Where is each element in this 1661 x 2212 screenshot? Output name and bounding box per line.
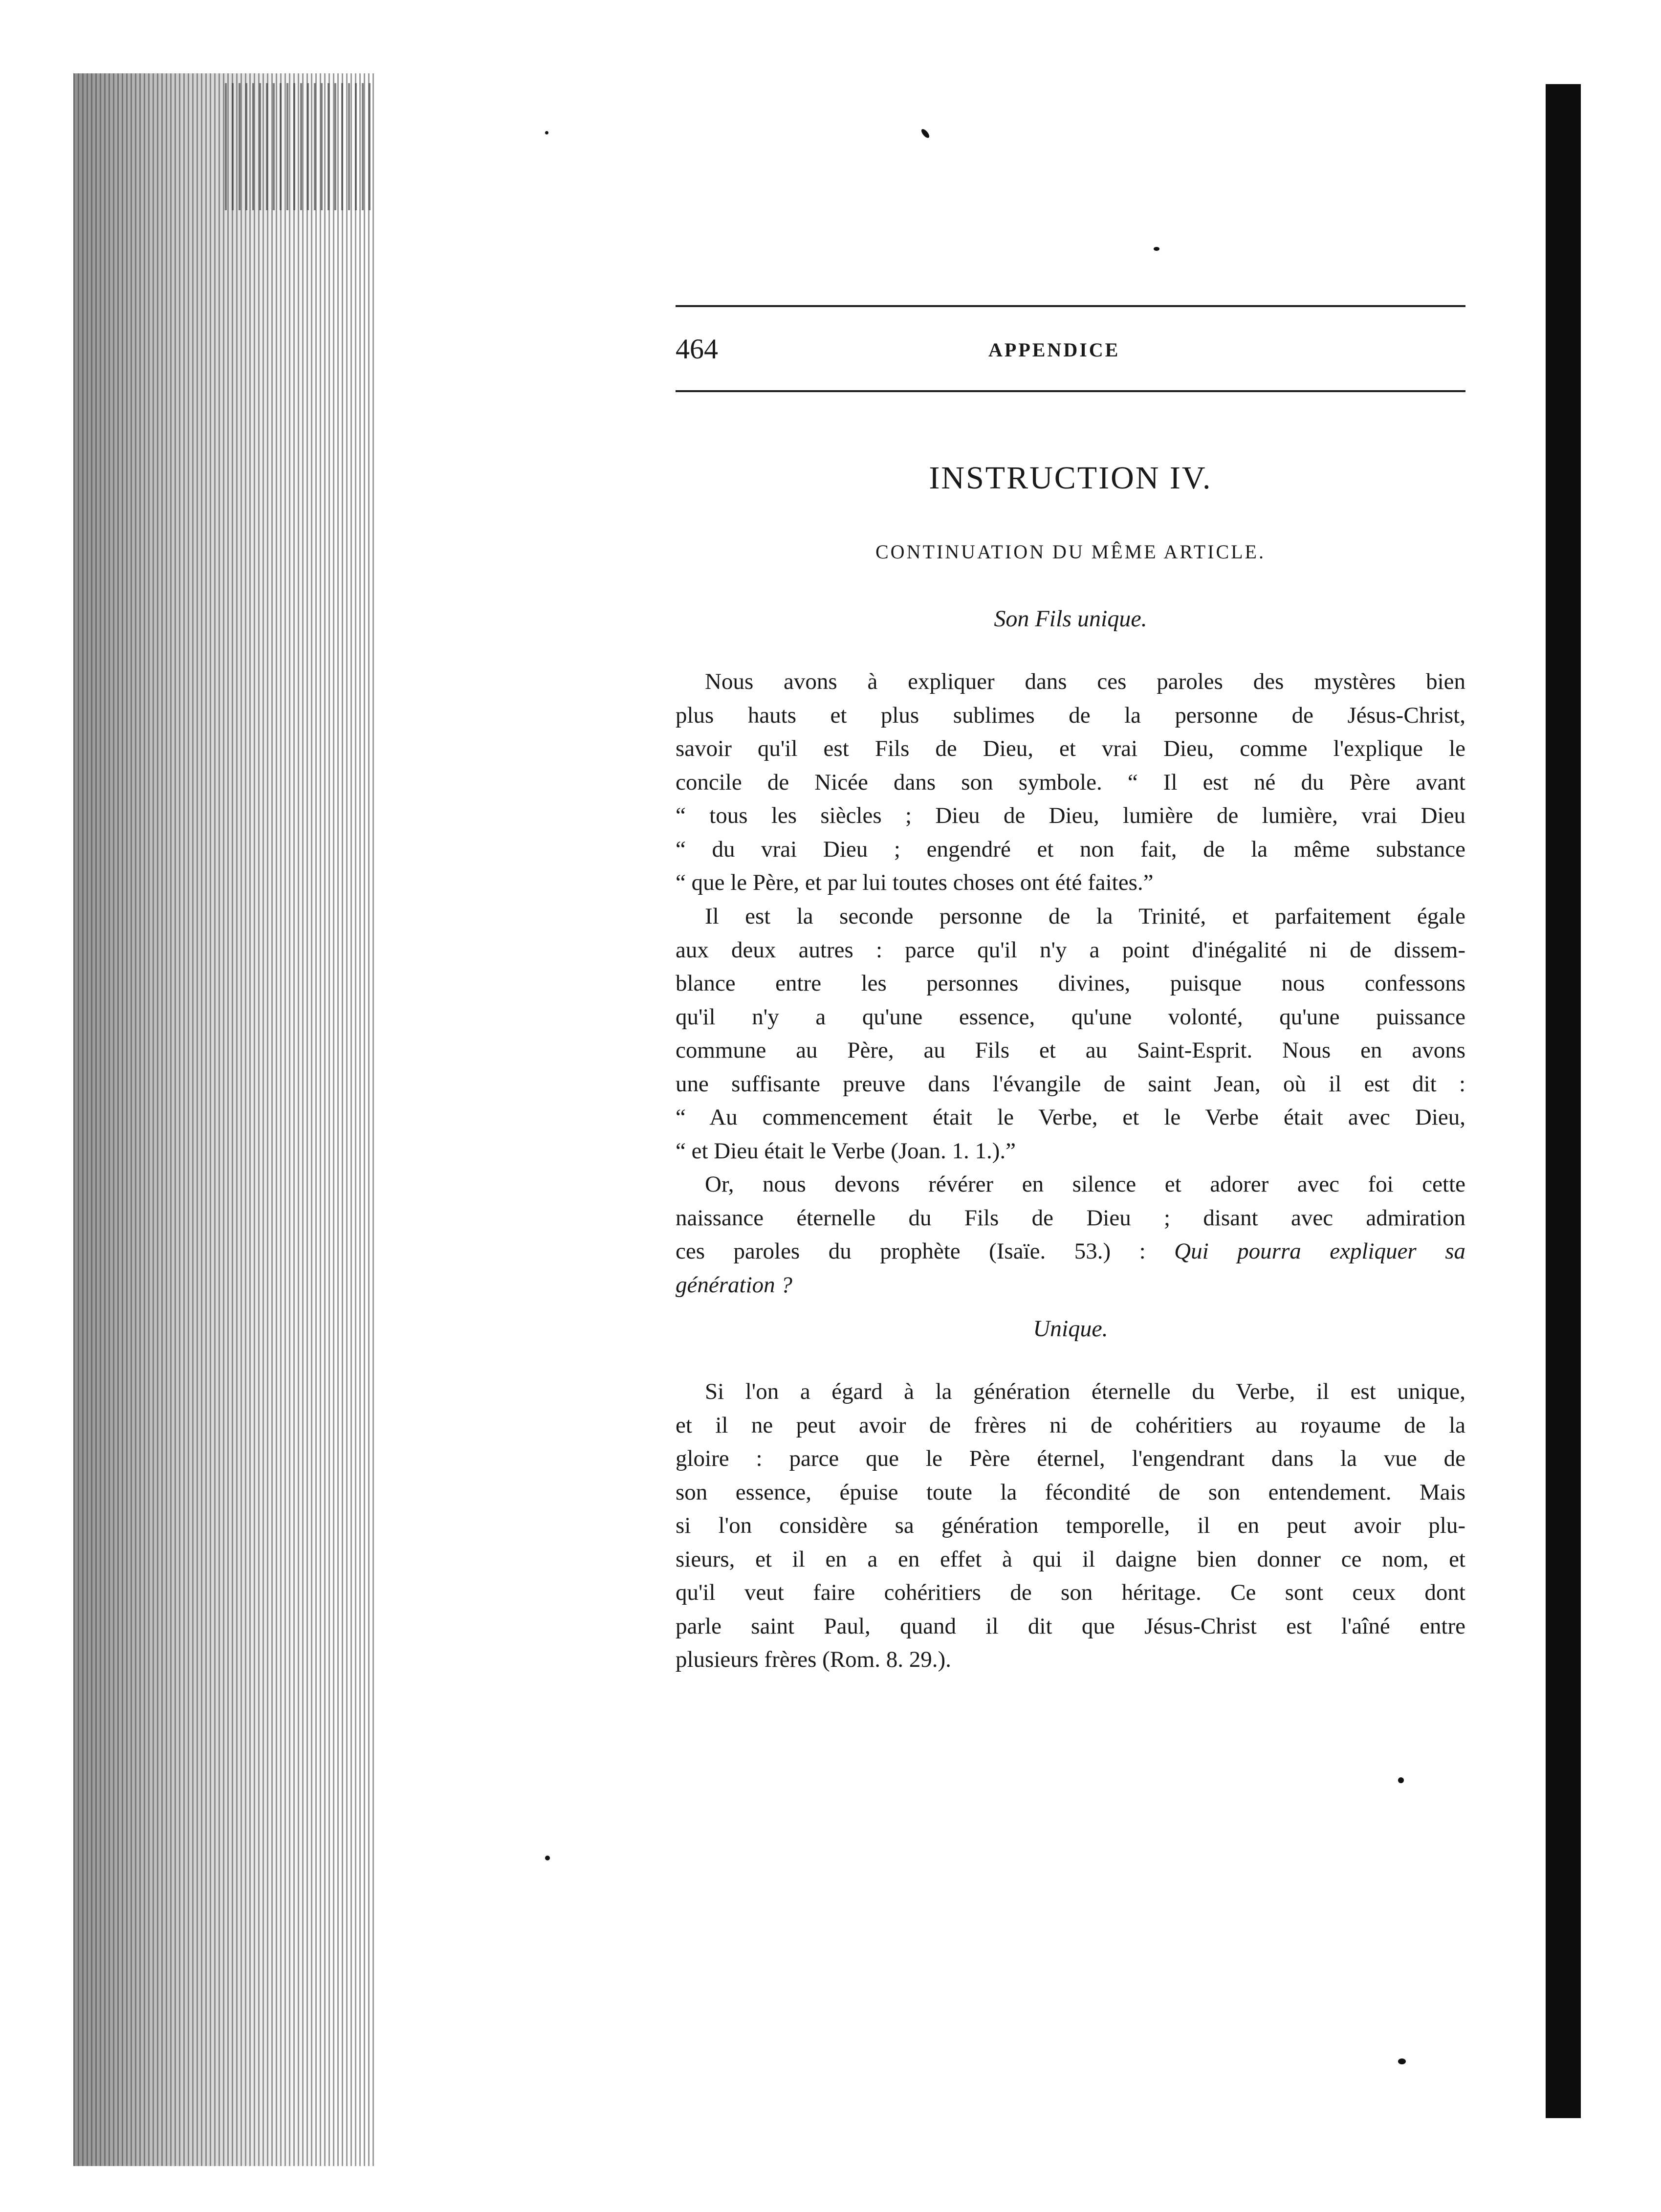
text-line: sieurs, et il en a en effet à qui il daigne bien donner ce nom, et <box>676 1546 1465 1572</box>
text-line: ces paroles du prophète (Isaïe. 53.) : Qui pourra expliquer sa <box>676 1239 1465 1264</box>
paragraph-3 <box>676 1168 1465 1302</box>
scanned-page-edge-bar <box>1546 84 1581 2118</box>
running-head: APPENDICE <box>988 339 1120 361</box>
section-heading-son-fils-unique: Son Fils unique. <box>994 606 1147 632</box>
text-line: commune au Père, au Fils et au Saint-Esprit. Nous en avons <box>676 1038 1465 1063</box>
text-line: parle saint Paul, quand il dit que Jésus-Christ est l'aîné entre <box>676 1613 1465 1639</box>
header-rule-bottom <box>676 390 1465 392</box>
section-heading-unique: Unique. <box>1033 1316 1108 1342</box>
scanned-gutter-edge <box>225 83 372 210</box>
scan-speck <box>1398 1777 1404 1783</box>
scan-speck <box>920 128 931 139</box>
scan-speck <box>1154 247 1159 251</box>
text-line: plusieurs frères (Rom. 8. 29.). <box>676 1647 951 1672</box>
text-line: gloire : parce que le Père éternel, l'engendrant dans la vue de <box>676 1446 1465 1471</box>
text-line: une suffisante preuve dans l'évangile de saint Jean, où il est dit : <box>676 1071 1465 1097</box>
italic-text: génération ? <box>676 1272 792 1298</box>
scan-speck <box>545 131 548 134</box>
paragraph-2 <box>676 900 1465 1168</box>
scanned-gutter-shadow <box>73 73 376 2166</box>
text-line: “ tous les siècles ; Dieu de Dieu, lumière de lumière, vrai Dieu <box>676 803 1465 828</box>
instruction-subtitle: CONTINUATION DU MÊME ARTICLE. <box>875 541 1266 563</box>
text-line: aux deux autres : parce qu'il n'y a point d'inégalité ni de dissem- <box>676 937 1465 963</box>
text-line: qu'il n'y a qu'une essence, qu'une volonté, qu'une puissance <box>676 1004 1465 1030</box>
text-line: plus hauts et plus sublimes de la personne de Jésus-Christ, <box>676 702 1465 728</box>
text-line: “ du vrai Dieu ; engendré et non fait, de la même substance <box>676 836 1465 862</box>
text-line: blance entre les personnes divines, puisque nous confessons <box>676 971 1465 996</box>
text-line: Nous avons à expliquer dans ces paroles des mystères bien <box>705 669 1465 694</box>
text-line: Il est la seconde personne de la Trinité, et parfaitement égale <box>705 904 1465 929</box>
text-line: concile de Nicée dans son symbole. “ Il est né du Père avant <box>676 769 1465 795</box>
header-rule-top <box>676 305 1465 307</box>
text-line <box>676 1268 1465 1302</box>
scan-speck <box>1398 2058 1406 2064</box>
text-line: Or, nous devons révérer en silence et adorer avec foi cette <box>705 1172 1465 1197</box>
paragraph-1 <box>676 665 1465 900</box>
text-line: et il ne peut avoir de frères ni de cohéritiers au royaume de la <box>676 1412 1465 1438</box>
text-line: naissance éternelle du Fils de Dieu ; disant avec admiration <box>676 1205 1465 1231</box>
text-line: savoir qu'il est Fils de Dieu, et vrai Dieu, comme l'explique le <box>676 736 1465 761</box>
page-header <box>676 332 1465 376</box>
scan-speck <box>545 1856 550 1860</box>
text-line: son essence, épuise toute la fécondité de son entendement. Mais <box>676 1479 1465 1505</box>
text-line: “ que le Père, et par lui toutes choses ont été faites.” <box>676 870 1154 895</box>
instruction-title: INSTRUCTION IV. <box>929 460 1212 496</box>
text-line: “ Au commencement était le Verbe, et le Verbe était avec Dieu, <box>676 1105 1465 1130</box>
text-line: qu'il veut faire cohéritiers de son héritage. Ce sont ceux dont <box>676 1580 1465 1605</box>
text-line: Si l'on a égard à la génération éternelle du Verbe, il est unique, <box>705 1379 1465 1404</box>
text-line: si l'on considère sa génération temporelle, il en peut avoir plu- <box>676 1513 1465 1538</box>
text-line: “ et Dieu était le Verbe (Joan. 1. 1.).” <box>676 1138 1016 1164</box>
page-number: 464 <box>676 333 718 365</box>
paragraph-4 <box>676 1375 1465 1677</box>
